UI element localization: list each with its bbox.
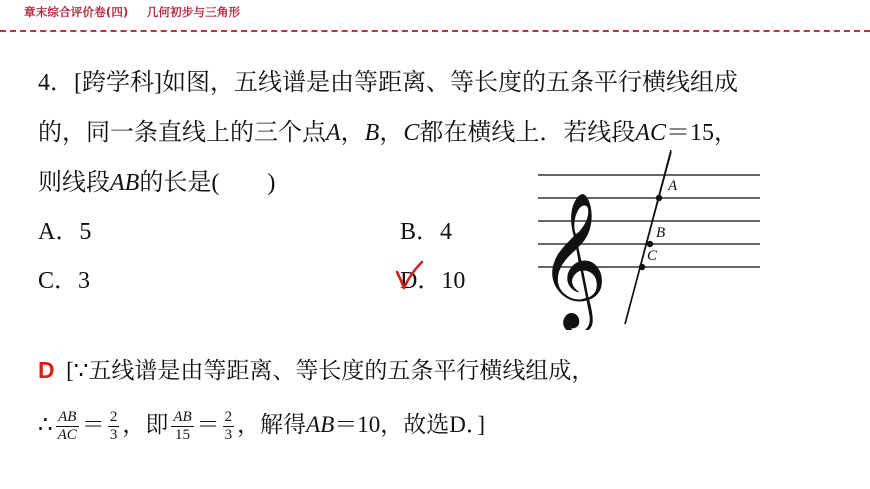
label-a: A xyxy=(668,178,678,194)
treble-clef-icon: 𝄞 xyxy=(538,190,608,328)
answer-line-1 xyxy=(38,352,594,385)
question-text-3b: 的长是( ) xyxy=(139,170,276,196)
label-b: B xyxy=(656,225,666,241)
fraction-denominator: 3 xyxy=(109,427,118,444)
segment-ab-text: AB xyxy=(110,170,140,196)
answer-text-end: ＝10，故选D．] xyxy=(334,412,486,437)
question-tag: [跨学科] xyxy=(74,70,162,96)
question-text-2a: 的，同一条直线上的三个点 xyxy=(38,120,326,146)
question-number: 4． xyxy=(38,70,74,96)
question-text-2b: 都在横线上．若线段 xyxy=(419,120,636,146)
fraction-numerator: 2 xyxy=(224,409,233,426)
label-c: C xyxy=(647,248,658,264)
question-line-2 xyxy=(38,112,738,147)
fraction-denominator: AC xyxy=(57,427,77,444)
fraction-denominator: 15 xyxy=(174,427,190,444)
segment-ab-text: AB xyxy=(306,412,335,437)
fraction-2-3 xyxy=(223,409,235,444)
option-c[interactable]: C．3 xyxy=(38,268,91,294)
answer-text-tail: ，解得 xyxy=(237,412,307,437)
answer-line-2 xyxy=(38,406,485,444)
point-c-text: C xyxy=(403,120,420,146)
equals-sign: ＝ xyxy=(81,412,105,437)
fraction-ab-ac xyxy=(56,409,79,444)
answer-letter: D xyxy=(38,357,55,383)
page-header xyxy=(24,4,254,20)
therefore-symbol: ∴ xyxy=(38,412,53,437)
point-b-text: B xyxy=(364,120,380,146)
separator: ， xyxy=(340,120,365,146)
option-a[interactable]: A．5 xyxy=(38,219,92,245)
fraction-2-3 xyxy=(108,409,120,444)
music-staff-figure xyxy=(530,150,770,330)
point-b xyxy=(647,241,653,247)
fraction-numerator: AB xyxy=(56,409,79,427)
point-a-text: A xyxy=(326,120,341,146)
fraction-numerator: AB xyxy=(173,409,192,426)
check-mark-icon xyxy=(392,258,426,292)
question-text-3a: 则线段 xyxy=(38,170,110,196)
option-d[interactable]: D．10 xyxy=(400,268,466,294)
point-a xyxy=(656,195,662,201)
fraction-ab-15 xyxy=(171,409,193,444)
answer-text-1: [∵五线谱是由等距离、等长度的五条平行横线组成， xyxy=(66,358,595,383)
option-b[interactable]: B．4 xyxy=(400,219,453,245)
equals-sign: ＝ xyxy=(196,412,220,437)
question-line-3 xyxy=(38,162,275,197)
header-divider xyxy=(0,30,870,32)
point-c xyxy=(639,264,645,270)
segment-ac-text: AC xyxy=(635,120,667,146)
fraction-numerator: 2 xyxy=(109,409,118,426)
separator: ， xyxy=(379,120,404,146)
question-text-1: 如图，五线谱是由等距离、等长度的五条平行横线组成 xyxy=(161,70,738,96)
fraction-denominator: 3 xyxy=(224,427,233,444)
answer-text-mid: ，即 xyxy=(122,412,169,437)
header-chapter: 章末综合评价卷(四) xyxy=(24,5,129,19)
question-line-1 xyxy=(38,62,738,97)
question-text-2c: ＝15， xyxy=(666,120,739,146)
header-topic: 几何初步与三角形 xyxy=(146,5,241,19)
